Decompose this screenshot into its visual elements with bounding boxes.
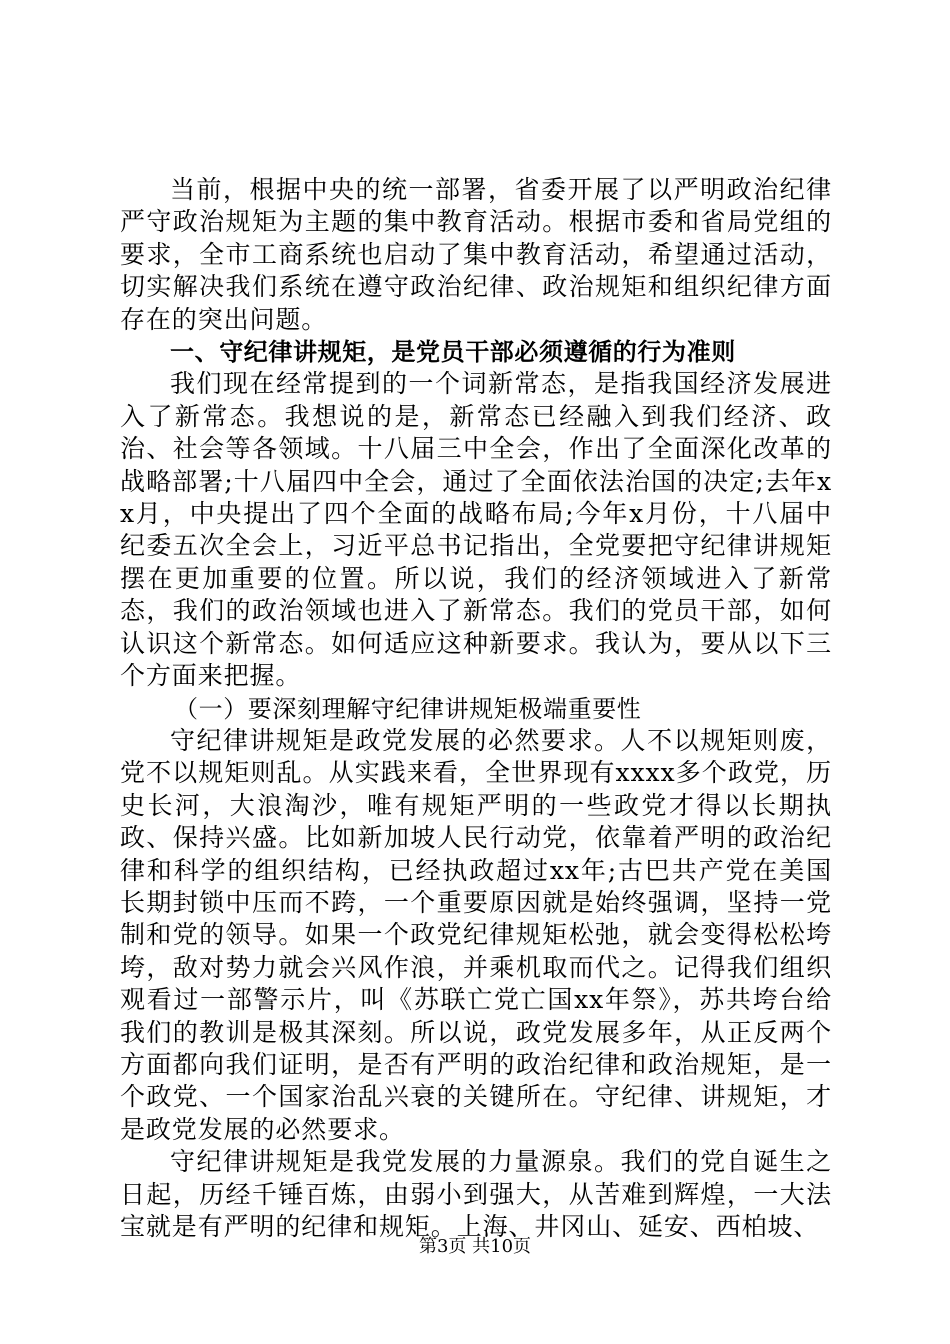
paragraph-party-development: 守纪律讲规矩是政党发展的必然要求。人不以规矩则废，党不以规矩则乱。从实践来看，全世界现有xxxx多个政党，历史长河，大浪淘沙，唯有规矩严明的一些政党才得以长期执政、保持兴盛。比如新加坡人民行动党，依靠着严明的政治纪律和科学的组织结构，已经执政超过xx年;古巴共产党在美国长期封锁中压而不跨，一个重要原因就是始终强调，坚持一党制和党的领导。如果一个政党纪律规矩松弛，就会变得松松垮垮，敌对势力就会兴风作浪，并乘机取而代之。记得我们组织观看过一部警示片，叫《苏联亡党亡国xx年祭》，苏共垮台给我们的教训是极其深刻。所以说，政党发展多年，从正反两个方面都向我们证明，是否有严明的政治纪律和政治规矩，是一个政党、一个国家治乱兴衰的关键所在。守纪律、讲规矩，才是政党发展的必然要求。: [120, 725, 832, 1144]
page-footer: 第3页 共10页: [418, 1236, 532, 1257]
document-body: [120, 174, 832, 1243]
paragraph-power-source: 守纪律讲规矩是我党发展的力量源泉。我们的党自诞生之日起，历经千锤百炼，由弱小到强大，从苦难到辉煌，一大法宝就是有严明的纪律和规矩。上海、井冈山、延安、西柏坡、: [120, 1147, 832, 1241]
intro-paragraph: 当前，根据中央的统一部署，省委开展了以严明政治纪律严守政治规矩为主题的集中教育活动。根据市委和省局党组的要求，全市工商系统也启动了集中教育活动，希望通过活动，切实解决我们系统在遵守政治纪律、政治规矩和组织纪律方面存在的突出问题。: [120, 175, 832, 334]
section-heading-1: 一、守纪律讲规矩，是党员干部必须遵循的行为准则: [170, 338, 736, 367]
subsection-heading-1: （一）要深刻理解守纪律讲规矩极端重要性: [174, 694, 642, 723]
paragraph-new-normal: 我们现在经常提到的一个词新常态，是指我国经济发展进入了新常态。我想说的是，新常态已经融入到我们经济、政治、社会等各领域。十八届三中全会，作出了全面深化改革的战略部署;十八届四中全会，通过了全面依法治国的决定;去年xx月，中央提出了四个全面的战略布局;今年x月份，十八届中纪委五次全会上，习近平总书记指出，全党要把守纪律讲规矩摆在更加重要的位置。所以说，我们的经济领域进入了新常态，我们的政治领域也进入了新常态。我们的党员干部，如何认识这个新常态。如何适应这种新要求。我认为，要从以下三个方面来把握。: [120, 369, 832, 691]
